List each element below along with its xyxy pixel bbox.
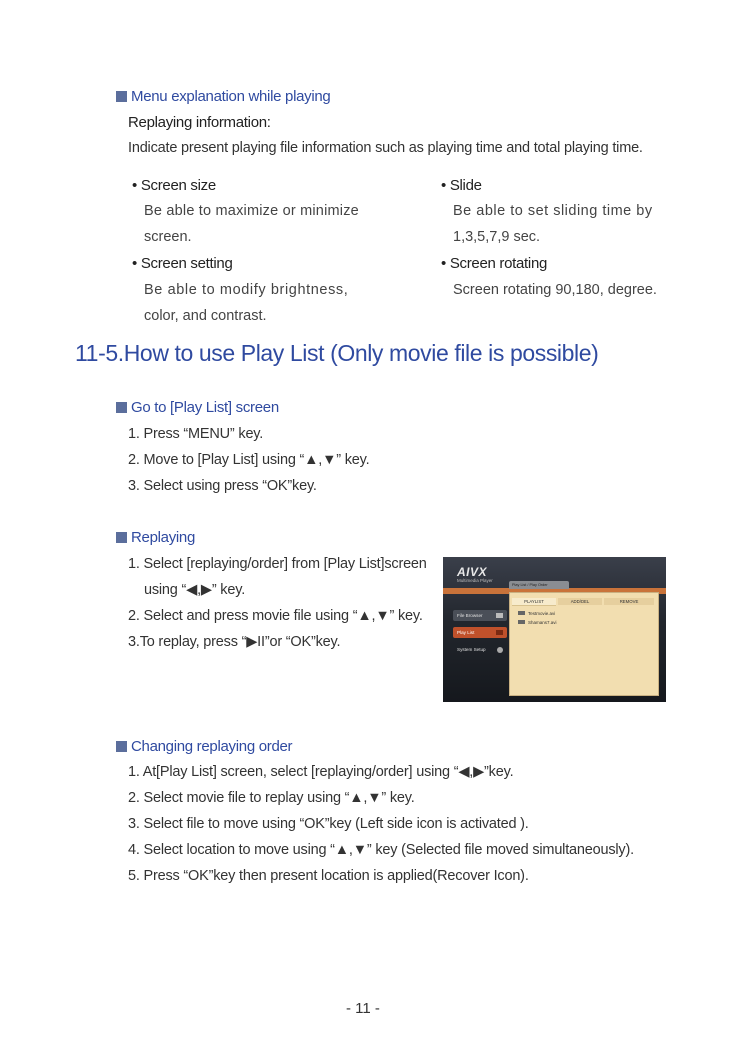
order-step-4: 4. Select location to move using “▲,▼” key (Selected file moved simultaneously). — [128, 842, 634, 858]
slide-line-1: Be able to set sliding time by — [453, 203, 653, 219]
side-item-system-setup: System Setup — [453, 644, 507, 655]
square-bullet-icon — [116, 91, 127, 102]
order-step-3: 3. Select file to move using “OK”key (Left side icon is activated ). — [128, 816, 529, 832]
screen-size-title: • Screen size — [132, 177, 216, 194]
slide-line-2: 1,3,5,7,9 sec. — [453, 229, 541, 245]
tab-remove: REMOVE — [604, 598, 654, 605]
replaying-section-heading: Replaying — [116, 529, 195, 546]
goto-step-1: 1. Press “MENU” key. — [128, 426, 264, 442]
screen-setting-title: • Screen setting — [132, 255, 233, 272]
screenshot-header-tab: Play List / Play Order — [509, 581, 569, 589]
playlist-screenshot — [443, 557, 666, 702]
side-item-file-browser: File Browser — [453, 610, 507, 621]
tab-add-del: ADD/DEL — [558, 598, 602, 605]
goto-step-3: 3. Select using press “OK”key. — [128, 478, 317, 494]
divx-logo-subtitle: Multimedia Player — [457, 578, 493, 583]
replaying-step-3: 3.To replay, press “▶II”or “OK”key. — [128, 634, 341, 650]
movie-file-icon — [518, 611, 525, 615]
movie-file-icon — [518, 620, 525, 624]
goto-section-heading: Go to [Play List] screen — [116, 399, 279, 416]
folder-icon — [496, 613, 503, 618]
square-bullet-icon — [116, 402, 127, 413]
order-step-2: 2. Select movie file to replay using “▲,▼” key. — [128, 790, 415, 806]
slide-title: • Slide — [441, 177, 482, 194]
playlist-file-1: Testmovie.avi — [518, 611, 555, 616]
playlist-panel — [509, 592, 659, 696]
order-step-1: 1. At[Play List] screen, select [replaying/order] using “◀,▶”key. — [128, 764, 514, 780]
goto-step-2: 2. Move to [Play List] using “▲,▼” key. — [128, 452, 370, 468]
gear-icon — [497, 647, 503, 653]
tab-playlist: PLAYLIST — [512, 598, 556, 606]
replaying-info-heading: Replaying information: — [128, 114, 271, 131]
screen-setting-line-1: Be able to modify brightness, — [144, 282, 349, 298]
screen-size-line-1: Be able to maximize or minimize — [144, 203, 359, 219]
square-bullet-icon — [116, 741, 127, 752]
replaying-step-1-cont: using “◀,▶” key. — [144, 582, 246, 598]
playlist-file-2: Shamans7.avi — [518, 620, 557, 625]
menu-section-heading: Menu explanation while playing — [116, 88, 330, 105]
chapter-title: 11-5.How to use Play List (Only movie file is possible) — [75, 340, 599, 366]
divx-logo: AIVX — [457, 565, 488, 579]
screen-size-line-2: screen. — [144, 229, 192, 245]
page-number: - 11 - — [346, 1000, 380, 1017]
screen-rotating-line-1: Screen rotating 90,180, degree. — [453, 282, 657, 298]
side-item-play-list: Play List — [453, 627, 507, 638]
replaying-step-1: 1. Select [replaying/order] from [Play List]screen — [128, 556, 427, 572]
playlist-icon — [496, 630, 503, 635]
square-bullet-icon — [116, 532, 127, 543]
order-step-5: 5. Press “OK”key then present location is applied(Recover Icon). — [128, 868, 529, 884]
screen-setting-line-2: color, and contrast. — [144, 308, 267, 324]
replaying-info-description: Indicate present playing file information such as playing time and total playing time. — [128, 140, 643, 156]
replaying-step-2: 2. Select and press movie file using “▲,▼” key. — [128, 608, 423, 624]
order-section-heading: Changing replaying order — [116, 738, 292, 755]
screen-rotating-title: • Screen rotating — [441, 255, 548, 272]
